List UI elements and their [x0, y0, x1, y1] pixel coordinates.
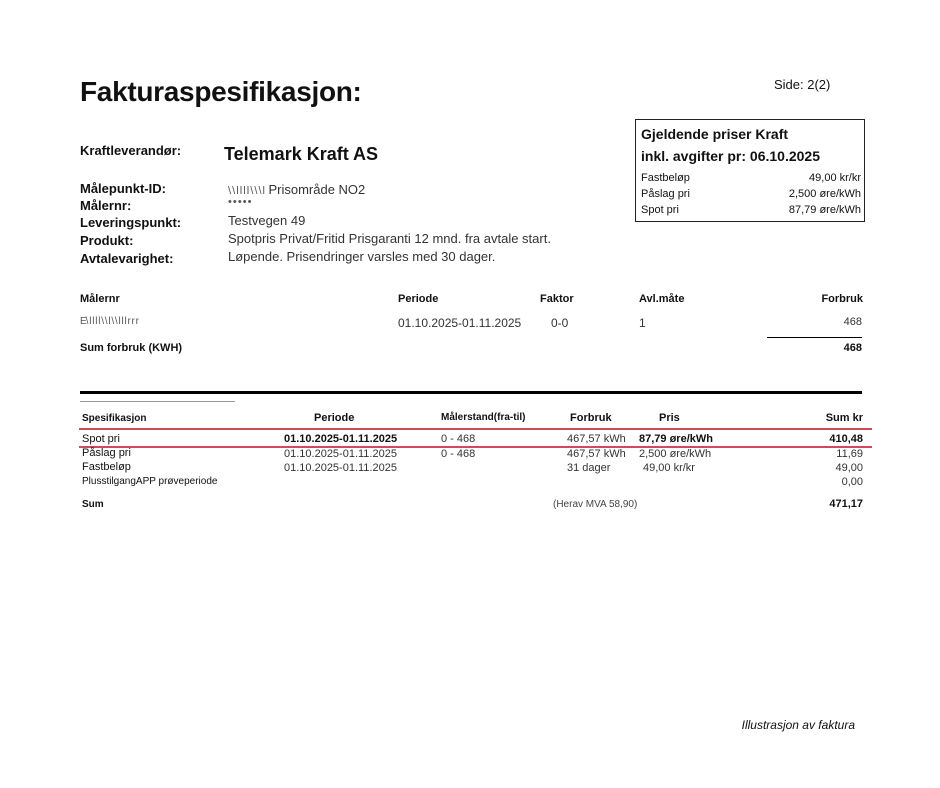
- spec-row-price: 2,500 øre/kWh: [639, 448, 712, 460]
- redacted-meter-point: \ \ l l l l \ \ \ l: [228, 185, 265, 197]
- sum-usage-label: Sum forbruk (KWH): [80, 342, 183, 354]
- meter-period: 01.10.2025-01.11.2025: [398, 316, 522, 330]
- prices-heading: Gjeldende priser Kraft: [641, 126, 789, 142]
- spec-row-sum: 49,00: [835, 462, 863, 474]
- section-divider: [80, 391, 862, 394]
- illustration-caption: Illustrasjon av faktura: [741, 718, 855, 732]
- product-value: Spotpris Privat/Fritid Prisgaranti 12 mnd. fra avtale start.: [228, 231, 551, 246]
- price-row-label: Påslag pri: [641, 188, 690, 200]
- delivery-value: Testvegen 49: [228, 213, 306, 228]
- redacted-meter-number: E\ l l l l \ \ l \ \ l l l r r r: [80, 316, 138, 327]
- sum-usage-value: 468: [843, 342, 862, 354]
- spec-row-usage: 467,57 kWh: [567, 433, 626, 445]
- spec-row-label: PlusstilgangAPP prøveperiode: [82, 476, 218, 487]
- current-prices-box: [635, 119, 865, 222]
- col-factor-header: Faktor: [540, 293, 574, 305]
- spec-reading-header: Målerstand(fra-til): [441, 412, 526, 423]
- supplier-value: Telemark Kraft AS: [224, 144, 379, 164]
- prices-date-heading: inkl. avgifter pr: 06.10.2025: [641, 148, 820, 164]
- spec-period-header: Periode: [314, 412, 355, 424]
- spec-row-label: Spot pri: [82, 433, 120, 445]
- meter-label: Målernr:: [80, 198, 132, 213]
- spec-row-sum: 11,69: [836, 448, 863, 460]
- spec-sum-header: Sum kr: [825, 412, 863, 424]
- price-row-value: 87,79 øre/kWh: [788, 204, 861, 216]
- vat-note: (Herav MVA 58,90): [553, 499, 638, 510]
- price-row-label: Spot pri: [641, 204, 679, 216]
- sum-divider: [767, 337, 862, 338]
- spec-row-usage: 467,57 kWh: [567, 448, 626, 460]
- price-area: Prisområde NO2: [268, 182, 366, 197]
- thin-divider: [80, 401, 235, 402]
- highlight-line-bottom: [79, 446, 872, 448]
- duration-value: Løpende. Prisendringer varsles med 30 dager.: [228, 249, 496, 264]
- spec-row-reading: 0 - 468: [441, 433, 476, 445]
- spec-row-usage: 31 dager: [567, 462, 611, 474]
- spec-row-period: 01.10.2025-01.11.2025: [284, 462, 397, 474]
- highlight-line-top: [79, 428, 872, 430]
- spec-header: Spesifikasjon: [82, 413, 147, 424]
- spec-row-sum: 0,00: [841, 476, 863, 488]
- spec-row-period: 01.10.2025-01.11.2025: [284, 448, 397, 460]
- page-number: Side: 2(2): [774, 77, 831, 92]
- spec-row-reading: 0 - 468: [441, 448, 476, 460]
- col-meter-header: Målernr: [80, 293, 120, 305]
- delivery-label: Leveringspunkt:: [80, 215, 182, 230]
- col-usage-header: Forbruk: [821, 293, 863, 305]
- spec-sum-label: Sum: [82, 499, 104, 510]
- spec-row-price: 87,79 øre/kWh: [639, 433, 713, 445]
- col-method-header: Avl.måte: [639, 293, 685, 305]
- page-title: Fakturaspesifikasjon:: [80, 76, 362, 107]
- spec-row-sum: 410,48: [829, 433, 863, 445]
- spec-row-label: Påslag pri: [82, 447, 131, 459]
- redacted-meter: • • • • •: [228, 196, 251, 208]
- spec-row-period: 01.10.2025-01.11.2025: [284, 433, 398, 445]
- duration-label: Avtalevarighet:: [80, 251, 174, 266]
- spec-row-label: Fastbeløp: [82, 461, 131, 473]
- meter-point-label: Målepunkt-ID:: [80, 181, 166, 196]
- meter-usage: 468: [843, 316, 862, 328]
- price-row-value: 49,00 kr/kr: [809, 172, 861, 184]
- spec-row-price: 49,00 kr/kr: [643, 462, 695, 474]
- spec-usage-header: Forbruk: [570, 412, 612, 424]
- meter-method: 1: [639, 316, 646, 330]
- price-row-label: Fastbeløp: [641, 172, 690, 184]
- spec-sum-value: 471,17: [829, 498, 863, 510]
- product-label: Produkt:: [80, 233, 134, 248]
- supplier-label: Kraftleverandør:: [80, 143, 182, 158]
- price-row-value: 2,500 øre/kWh: [788, 188, 861, 200]
- col-period-header: Periode: [398, 293, 439, 305]
- meter-factor: 0-0: [551, 316, 569, 330]
- spec-price-header: Pris: [659, 412, 680, 424]
